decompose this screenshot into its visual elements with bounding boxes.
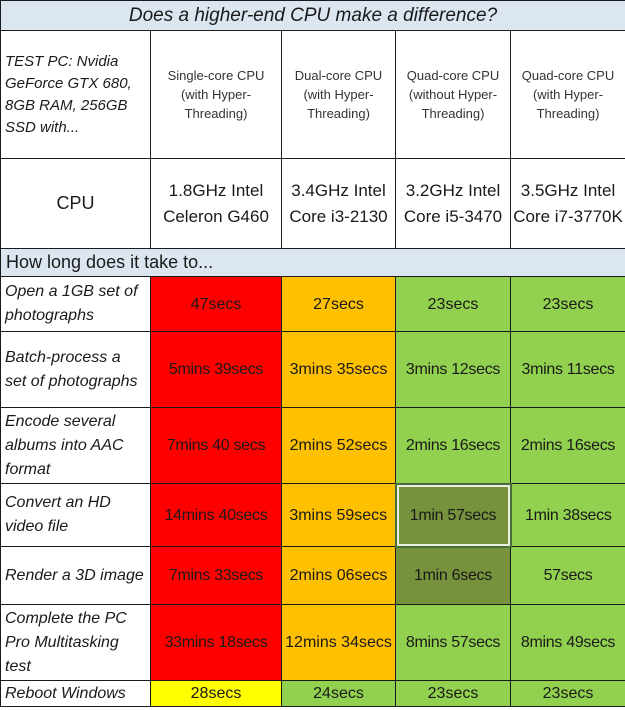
section-row (1, 249, 625, 277)
table-row (1, 547, 625, 605)
table-row (1, 277, 625, 332)
table-row (1, 332, 625, 408)
time-cell: 8mins 49secs (511, 605, 625, 681)
time-cell: 27secs (282, 277, 396, 332)
test-pc-spec: TEST PC: Nvidia GeForce GTX 680, 8GB RAM, 256GB SSD with... (1, 31, 151, 159)
table-row (1, 408, 625, 484)
time-cell: 2mins 16secs (511, 408, 625, 484)
time-cell: 7mins 33secs (151, 547, 282, 605)
task-label: Batch-process a set of photographs (1, 332, 151, 408)
title-row (1, 1, 625, 31)
time-cell: 2mins 06secs (282, 547, 396, 605)
table-row (1, 484, 625, 547)
time-cell: 3mins 59secs (282, 484, 396, 547)
task-label: Render a 3D image (1, 547, 151, 605)
cpu-model: 1.8GHz Intel Celeron G460 (151, 159, 282, 249)
time-cell: 33mins 18secs (151, 605, 282, 681)
time-cell: 23secs (396, 277, 511, 332)
task-label: Encode several albums into AAC format (1, 408, 151, 484)
time-cell: 1min 38secs (511, 484, 625, 547)
time-cell: 14mins 40secs (151, 484, 282, 547)
time-cell: 12mins 34secs (282, 605, 396, 681)
time-cell: 24secs (282, 681, 396, 707)
table-row (1, 681, 625, 707)
col-header-dual-core: Dual-core CPU (with Hyper-Threading) (282, 31, 396, 159)
cpu-model: 3.4GHz Intel Core i3-2130 (282, 159, 396, 249)
cpu-model: 3.2GHz Intel Core i5-3470 (396, 159, 511, 249)
time-cell: 8mins 57secs (396, 605, 511, 681)
section-heading: How long does it take to... (1, 249, 625, 277)
col-header-single-core: Single-core CPU (with Hyper-Threading) (151, 31, 282, 159)
time-cell: 5mins 39secs (151, 332, 282, 408)
col-header-quad-core-ht: Quad-core CPU (with Hyper-Threading) (511, 31, 625, 159)
time-cell: 23secs (511, 681, 625, 707)
time-cell: 47secs (151, 277, 282, 332)
time-cell: 3mins 35secs (282, 332, 396, 408)
task-label: Convert an HD video file (1, 484, 151, 547)
cpu-label: CPU (1, 159, 151, 249)
time-cell: 1min 6secs (396, 547, 511, 605)
time-cell: 2mins 16secs (396, 408, 511, 484)
time-cell: 28secs (151, 681, 282, 707)
time-cell-highlighted: 1min 57secs (396, 484, 511, 547)
task-label: Reboot Windows (1, 681, 151, 707)
time-cell: 3mins 12secs (396, 332, 511, 408)
task-label: Complete the PC Pro Multitasking test (1, 605, 151, 681)
col-header-quad-core-no-ht: Quad-core CPU (without Hyper-Threading) (396, 31, 511, 159)
time-cell: 7mins 40 secs (151, 408, 282, 484)
column-header-row (1, 31, 625, 159)
table-row (1, 605, 625, 681)
cpu-row (1, 159, 625, 249)
time-cell: 57secs (511, 547, 625, 605)
task-label: Open a 1GB set of photographs (1, 277, 151, 332)
time-cell: 2mins 52secs (282, 408, 396, 484)
time-cell: 23secs (396, 681, 511, 707)
time-cell: 3mins 11secs (511, 332, 625, 408)
cpu-model: 3.5GHz Intel Core i7-3770K (511, 159, 625, 249)
table-title: Does a higher-end CPU make a difference? (1, 1, 625, 31)
time-cell: 23secs (511, 277, 625, 332)
